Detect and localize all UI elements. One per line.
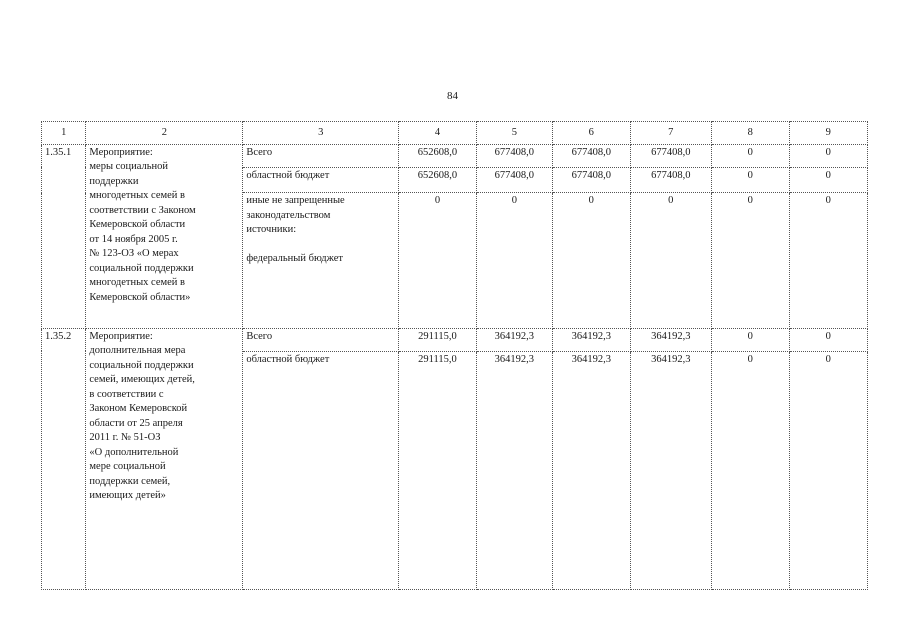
description-line: меры социальной bbox=[89, 161, 169, 173]
value-cell: 0 bbox=[789, 193, 868, 329]
funding-source: Всего bbox=[243, 144, 399, 167]
row-index-1-35-1: 1.35.1 bbox=[42, 144, 86, 328]
row-index-1-35-2: 1.35.2 bbox=[42, 328, 86, 589]
table-row bbox=[42, 328, 868, 351]
column-header-6: 6 bbox=[553, 122, 630, 145]
value-cell: 0 bbox=[712, 193, 789, 329]
value-cell: 0 bbox=[789, 144, 868, 167]
column-header-8: 8 bbox=[712, 122, 789, 145]
description-line: поддержки bbox=[89, 175, 139, 187]
column-header-5: 5 bbox=[476, 122, 552, 145]
description-line: Мероприятие: bbox=[89, 146, 153, 158]
description-line: многодетных семей в bbox=[89, 190, 185, 202]
value-cell: 0 bbox=[789, 351, 868, 589]
measure-description-1-35-2 bbox=[86, 328, 243, 589]
column-header-1: 1 bbox=[42, 122, 86, 145]
value-cell: 364192,3 bbox=[476, 328, 552, 351]
value-cell: 364192,3 bbox=[630, 328, 712, 351]
value-cell: 677408,0 bbox=[630, 167, 712, 192]
table-header-row bbox=[42, 122, 868, 145]
value-cell: 677408,0 bbox=[476, 144, 552, 167]
description-line: Кемеровской области bbox=[89, 219, 186, 231]
source-line-spacer bbox=[246, 238, 395, 252]
description-line: Кемеровской области» bbox=[89, 291, 191, 303]
source-line: источники: bbox=[246, 224, 297, 235]
value-cell: 677408,0 bbox=[630, 144, 712, 167]
description-line: 2011 г. № 51-ОЗ bbox=[89, 432, 161, 444]
description-line: социальной поддержки bbox=[89, 359, 194, 371]
funding-source: областной бюджет bbox=[243, 351, 399, 589]
column-header-7: 7 bbox=[630, 122, 712, 145]
value-cell: 0 bbox=[789, 328, 868, 351]
value-cell: 0 bbox=[399, 193, 476, 329]
value-cell: 364192,3 bbox=[476, 351, 552, 589]
description-line: семей, имеющих детей, bbox=[89, 374, 195, 386]
source-line: иные не запрещенные bbox=[246, 195, 345, 206]
table-row bbox=[42, 144, 868, 167]
source-line: законодательством bbox=[246, 209, 331, 221]
column-header-2: 2 bbox=[86, 122, 243, 145]
value-cell: 652608,0 bbox=[399, 144, 476, 167]
description-line: от 14 ноября 2005 г. bbox=[89, 233, 178, 245]
description-line: области от 25 апреля bbox=[89, 417, 183, 429]
funding-source bbox=[243, 193, 399, 329]
description-line: дополнительная мера bbox=[89, 345, 186, 357]
description-line: имеющих детей» bbox=[89, 490, 166, 502]
value-cell: 0 bbox=[553, 193, 630, 329]
page-number: 84 bbox=[447, 90, 458, 102]
column-header-3: 3 bbox=[243, 122, 399, 145]
value-cell: 652608,0 bbox=[399, 167, 476, 192]
description-line: соответствии с Законом bbox=[89, 204, 196, 216]
value-cell: 677408,0 bbox=[553, 167, 630, 192]
description-line: поддержки семей, bbox=[89, 475, 171, 487]
description-line: многодетных семей в bbox=[89, 277, 185, 289]
budget-table bbox=[41, 121, 868, 590]
value-cell: 0 bbox=[712, 144, 789, 167]
measure-description-1-35-1 bbox=[86, 144, 243, 328]
description-line: Мероприятие: bbox=[89, 330, 153, 342]
description-line: «О дополнительной bbox=[89, 446, 179, 458]
value-cell: 677408,0 bbox=[553, 144, 630, 167]
funding-source: Всего bbox=[243, 328, 399, 351]
value-cell: 291115,0 bbox=[399, 351, 476, 589]
value-cell: 0 bbox=[712, 328, 789, 351]
value-cell: 291115,0 bbox=[399, 328, 476, 351]
description-line: в соответствии с bbox=[89, 388, 164, 400]
source-line: федеральный бюджет bbox=[246, 252, 343, 264]
value-cell: 0 bbox=[789, 167, 868, 192]
value-cell: 677408,0 bbox=[476, 167, 552, 192]
value-cell: 0 bbox=[712, 167, 789, 192]
description-line: мере социальной bbox=[89, 461, 166, 473]
value-cell: 0 bbox=[476, 193, 552, 329]
value-cell: 364192,3 bbox=[553, 328, 630, 351]
value-cell: 0 bbox=[630, 193, 712, 329]
funding-source: областной бюджет bbox=[243, 167, 399, 192]
column-header-4: 4 bbox=[399, 122, 476, 145]
value-cell: 364192,3 bbox=[553, 351, 630, 589]
column-header-9: 9 bbox=[789, 122, 868, 145]
description-line: № 123-ОЗ «О мерах bbox=[89, 248, 179, 260]
description-line: Законом Кемеровской bbox=[89, 403, 188, 415]
value-cell: 364192,3 bbox=[630, 351, 712, 589]
value-cell: 0 bbox=[712, 351, 789, 589]
description-line: социальной поддержки bbox=[89, 262, 194, 274]
